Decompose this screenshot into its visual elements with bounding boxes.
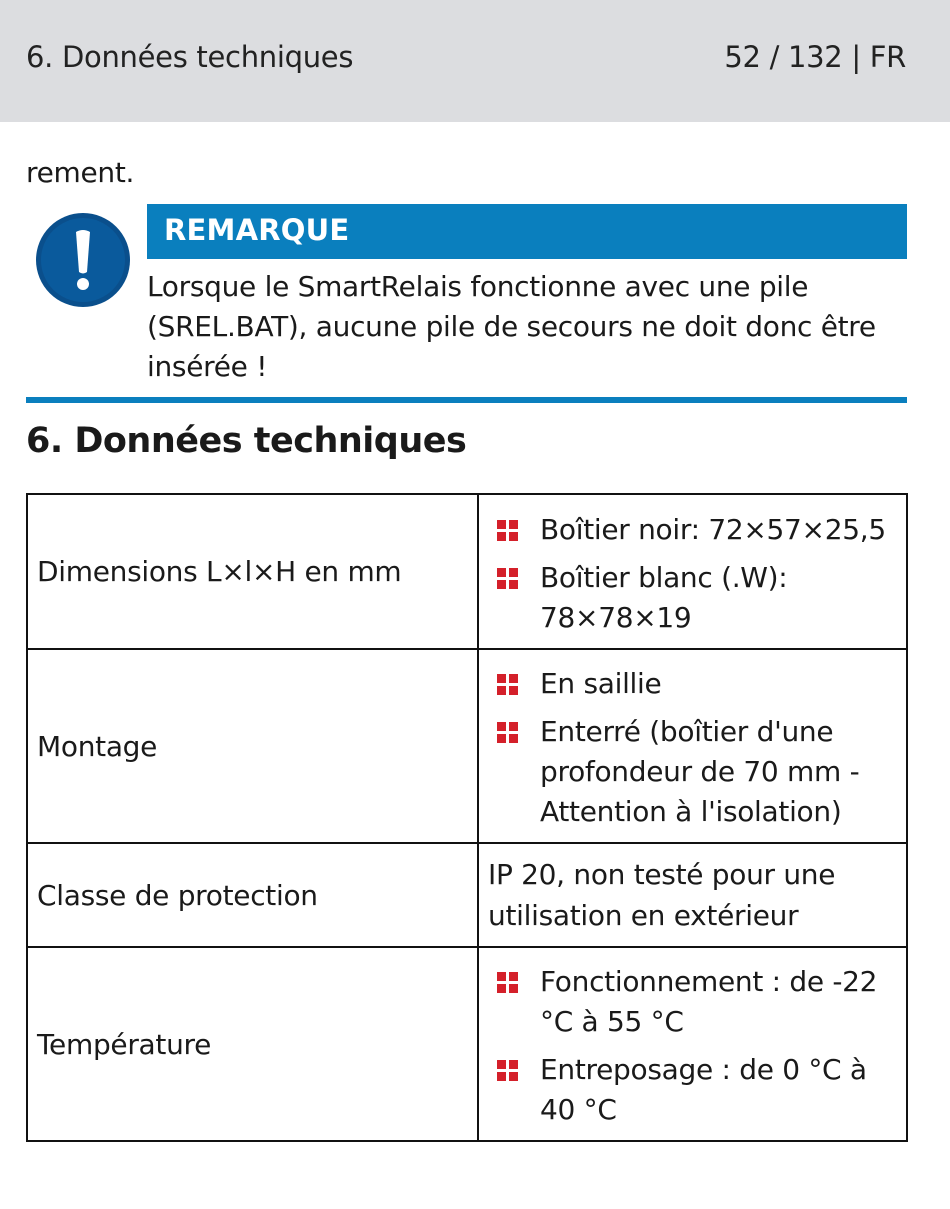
list-item-text: Entreposage : de 0 °C à 40 °C xyxy=(540,1053,867,1126)
bullet-icon xyxy=(497,722,518,743)
continued-text: rement. xyxy=(26,156,135,189)
table-row xyxy=(27,843,907,947)
list-item xyxy=(488,510,896,550)
row-value xyxy=(478,947,907,1141)
header-section-title: 6. Données techniques xyxy=(26,40,354,74)
note-label: REMARQUE xyxy=(164,213,350,247)
technical-data-table xyxy=(26,493,908,1142)
note-header xyxy=(147,204,907,259)
row-value: IP 20, non testé pour une utilisation en extérieur xyxy=(478,843,907,947)
page-header xyxy=(0,0,950,122)
row-label: Classe de protection xyxy=(27,843,478,947)
row-label: Dimensions L×l×H en mm xyxy=(27,494,478,649)
row-value xyxy=(478,649,907,843)
list-item-text: Fonctionnement : de -22 °C à 55 °C xyxy=(540,965,878,1038)
note-text: Lorsque le SmartRelais fonctionne avec une pile (SREL.BAT), aucune pile de secours ne doit donc être insérée ! xyxy=(147,270,876,383)
bullet-icon xyxy=(497,972,518,993)
list-item xyxy=(488,1050,896,1130)
bullet-icon xyxy=(497,674,518,695)
row-value xyxy=(478,494,907,649)
section-title: 6. Données techniques xyxy=(26,421,467,461)
list-item-text: Boîtier noir: 72×57×25,5 xyxy=(540,512,886,546)
note-divider xyxy=(26,397,907,403)
list-item xyxy=(488,664,896,704)
table-row xyxy=(27,494,907,649)
list-item-text: Boîtier blanc (.W): 78×78×19 xyxy=(540,560,788,634)
header-page-number: 52 / 132 | FR xyxy=(724,40,906,74)
list-item-text: Enterré (boîtier d'une profondeur de 70 mm - Attention à l'isolation) xyxy=(540,715,860,828)
exclamation-icon xyxy=(35,212,131,308)
bullet-icon xyxy=(497,1060,518,1081)
table-row xyxy=(27,649,907,843)
bullet-icon xyxy=(497,568,518,589)
row-label: Montage xyxy=(27,649,478,843)
list-item xyxy=(488,558,896,638)
list-item xyxy=(488,712,896,832)
bullet-icon xyxy=(497,520,518,541)
table-row xyxy=(27,947,907,1141)
row-label: Température xyxy=(27,947,478,1141)
list-item xyxy=(488,962,896,1042)
list-item-text: En saillie xyxy=(540,667,662,700)
